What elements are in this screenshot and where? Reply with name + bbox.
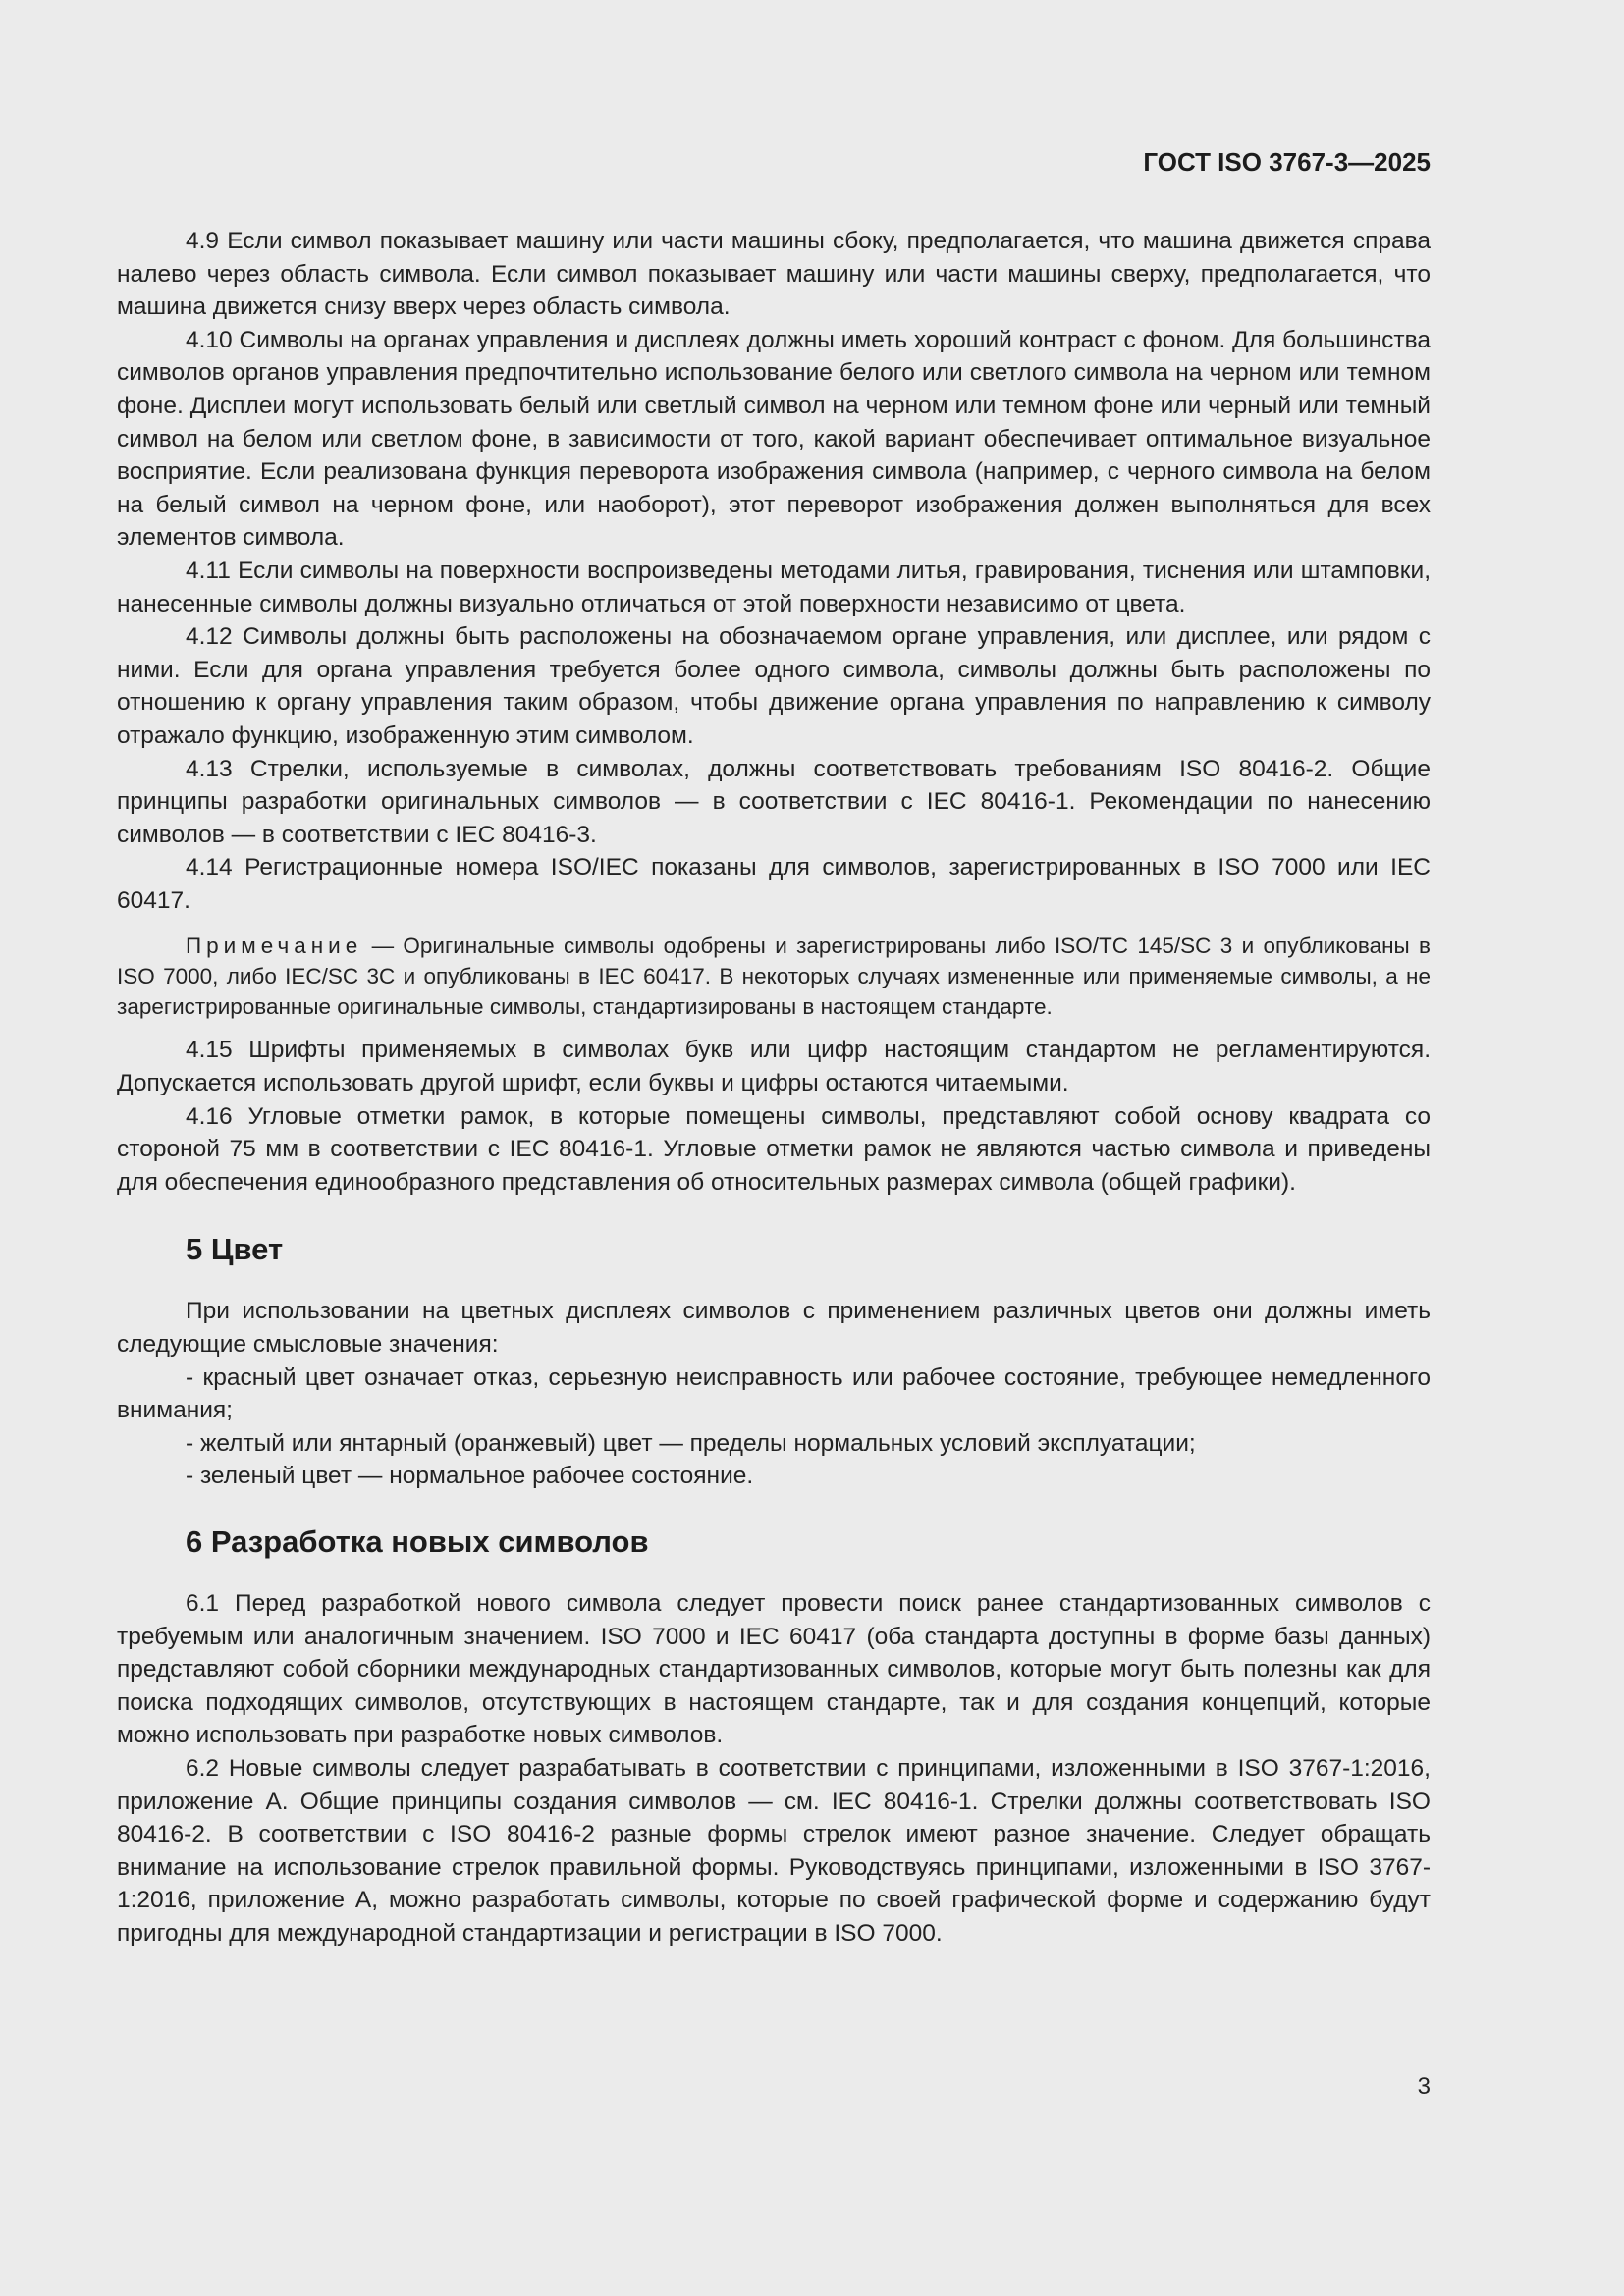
paragraph-4-16: 4.16 Угловые отметки рамок, в которые помещены символы, представляют собой основу квадрата со стороной 75 мм в соответствии с IEC 80416-1. Угловые отметки рамок не являются частью символа и приведены для обеспечения единообразного представления об относительных размерах символа (общей графики). [117,1102,1431,1196]
paragraph-4-12: 4.12 Символы должны быть расположены на обозначаемом органе управления, или дисплее, или рядом с ними. Если для органа управления требуется более одного символа, символы должны быть расположены по отношению к органу управления таким образом, чтобы движение органа управления по направлению к символу отражало функцию, изображенную этим символом. [117,623,1431,749]
paragraph-4-11: 4.11 Если символы на поверхности воспроизведены методами литья, гравирования, тиснения или штамповки, нанесенные символы должны визуально отличаться от этой поверхности независимо от цвета. [117,557,1431,617]
color-list-item-green: - зеленый цвет — нормальное рабочее состояние. [186,1463,754,1490]
paragraph-4-10: 4.10 Символы на органах управления и дисплеях должны иметь хороший контраст с фоном. Для большинства символов органов управления предпочтительно использование белого или светлого символа на черном или темном фоне. Дисплеи могут использовать белый или светлый символ на черном или темном фоне или черный или темный символ на белом или светлом фоне, в зависимости от того, какой вариант обеспечивает оптимальное визуальное восприятие. Если реализована функция переворота изображения символа (например, с черного символа на белом на белый символ на черном фоне, или наоборот), этот переворот изображения должен выполняться для всех элементов символа. [117,326,1431,552]
paragraph-4-9: 4.9 Если символ показывает машину или части машины сбоку, предполагается, что машина движется справа налево через область символа. Если символ показывает машину или части машины сверху, предполагается, что машина движется снизу вверх через область символа. [117,228,1431,321]
note [117,931,1431,1022]
paragraph-6-1: 6.1 Перед разработкой нового символа следует провести поиск ранее стандартизованных символов с требуемым или аналогичным значением. ISO 7000 и IEC 60417 (оба стандарта доступны в форме базы данных) представляют собой сборники международных стандартизованных символов, которые могут быть полезны как для поиска подходящих символов, отсутствующих в настоящем стандарте, так и для создания концепций, которые можно использовать при разработке новых символов. [117,1590,1431,1749]
paragraph-4-15: 4.15 Шрифты применяемых в символах букв или цифр настоящим стандартом не регламентируются. Допускается использовать другой шрифт, если буквы и цифры остаются читаемыми. [117,1037,1431,1097]
paragraph-4-14: 4.14 Регистрационные номера ISO/IEC показаны для символов, зарегистрированных в ISO 7000 или IEC 60417. [117,854,1431,914]
section-6-heading: 6 Разработка новых символов [186,1524,649,1559]
page-number: 3 [1417,2073,1431,2100]
note-label: Примечание [186,934,363,959]
color-list-item-red: - красный цвет означает отказ, серьезную неисправность или рабочее состояние, требующее немедленного внимания; [117,1363,1431,1424]
document-body [117,225,1431,1950]
paragraph-6-2: 6.2 Новые символы следует разрабатывать в соответствии с принципами, изложенными в ISO 3767-1:2016, приложение А. Общие принципы создания символов — см. IEC 80416-1. Стрелки должны соответствовать ISO 80416-2. В соответствии с ISO 80416-2 разные формы стрелок имеют разное значение. Следует обращать внимание на использование стрелок правильной формы. Руководствуясь принципами, изложенными в ISO 3767-1:2016, приложение А, можно разработать символы, которые по своей графической форме и содержанию будут пригодны для международной стандартизации и регистрации в ISO 7000. [117,1754,1431,1947]
color-list-item-yellow: - желтый или янтарный (оранжевый) цвет — пределы нормальных условий эксплуатации; [186,1429,1196,1457]
paragraph-4-13: 4.13 Стрелки, используемые в символах, должны соответствовать требованиям ISO 80416-2. Общие принципы разработки оригинальных символов — в соответствии с IEC 80416-1. Рекомендации по нанесению символов — в соответствии с IEC 80416-3. [117,755,1431,848]
section-5-intro: При использовании на цветных дисплеях символов с применением различных цветов они должны иметь следующие смысловые значения: [117,1298,1431,1359]
note-text: — Оригинальные символы одобрены и зарегистрированы либо ISO/TC 145/SC 3 и опубликованы в ISO 7000, либо IEC/SC 3C и опубликованы в IEC 60417. В некоторых случаях измененные или применяемые символы, а не зарегистрированные оригинальные символы, стандартизированы в настоящем стандарте. [117,934,1431,1020]
document-header: ГОСТ ISO 3767-3—2025 [1143,147,1431,177]
section-5-heading: 5 Цвет [186,1232,284,1267]
